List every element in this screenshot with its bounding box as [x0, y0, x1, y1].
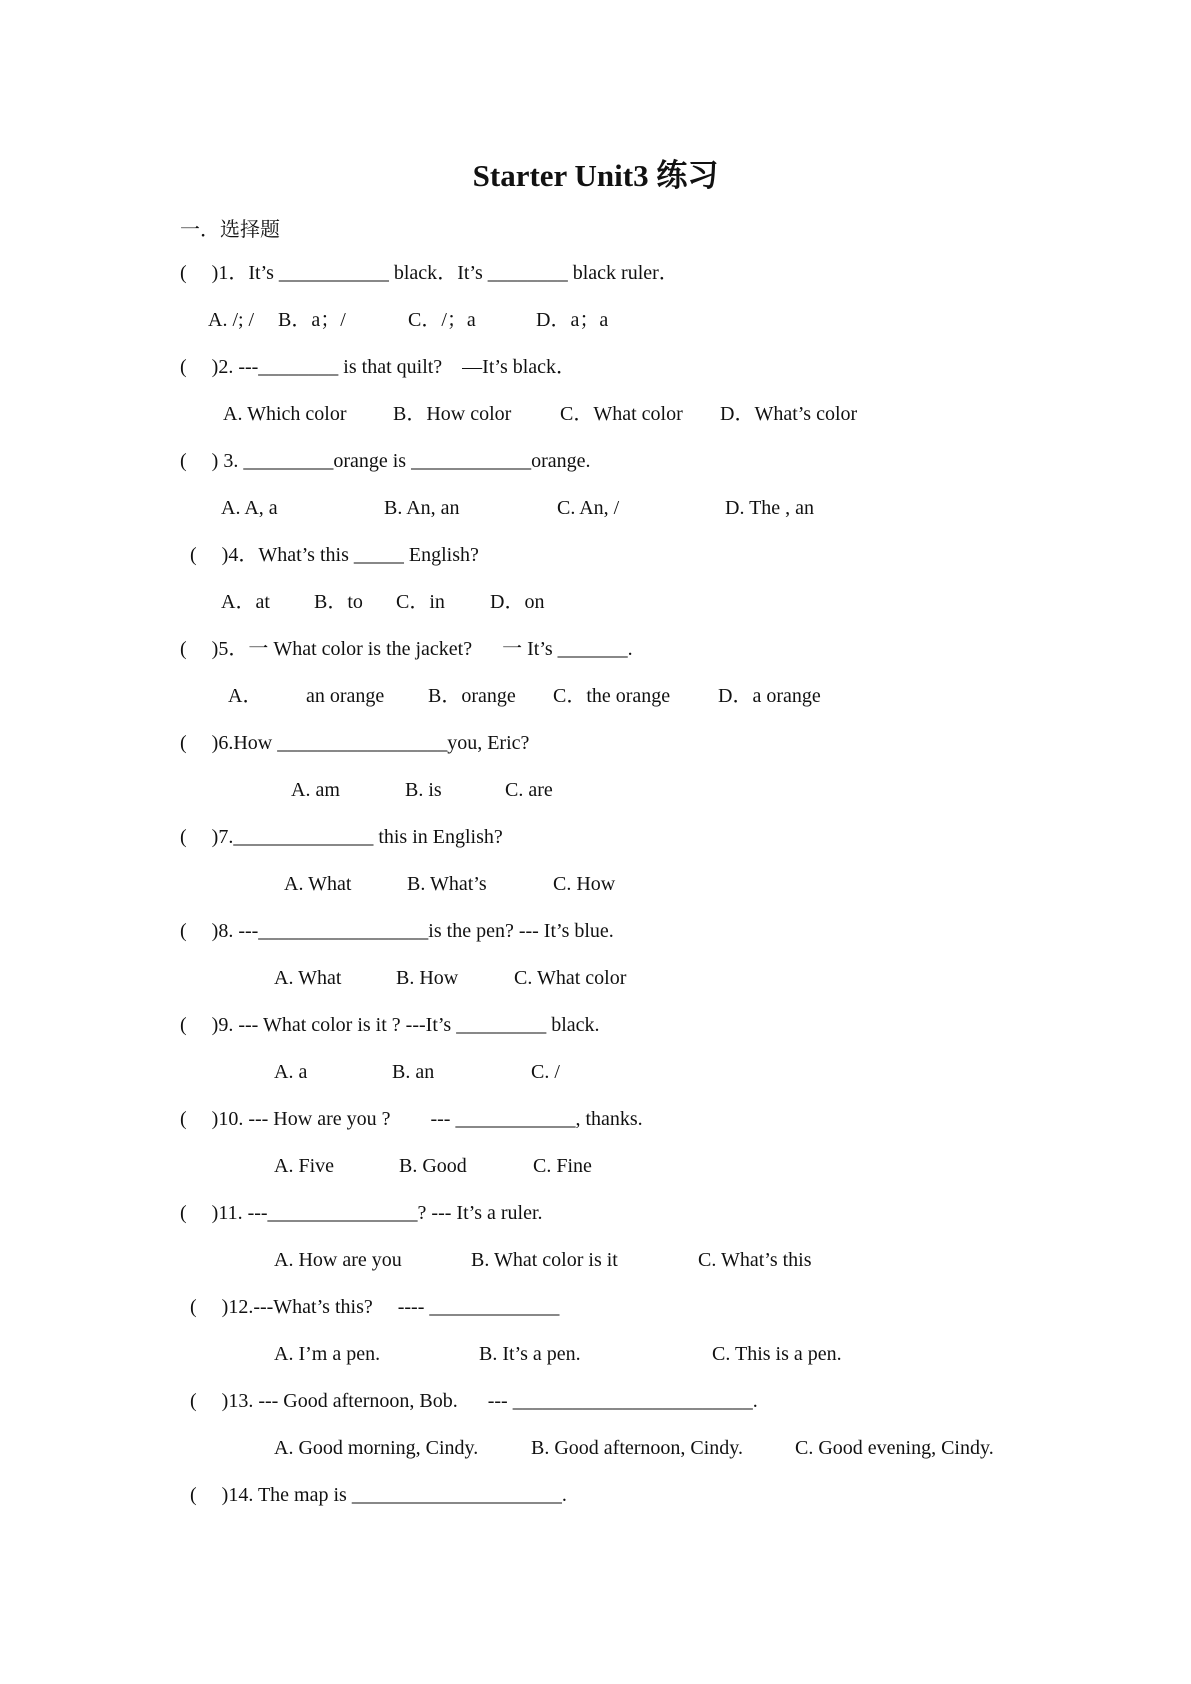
- q9-option-c: C. /: [531, 1061, 560, 1083]
- q2-option-c: C．What color: [560, 403, 683, 425]
- q5-option-a-text: an orange: [306, 685, 385, 707]
- q12-option-a: A. I’m a pen.: [274, 1343, 381, 1365]
- q10-option-c: C. Fine: [533, 1155, 592, 1177]
- q4-option-c: C．in: [396, 591, 445, 613]
- q4-option-b: B．to: [314, 591, 363, 613]
- q10-option-a: A. Five: [274, 1155, 334, 1177]
- question-8: ( )8. ---_________________is the pen? --- It’s blue.: [180, 920, 614, 942]
- question-14: ( )14. The map is _____________________.: [190, 1484, 567, 1506]
- question-1: ( )1．It’s ___________ black．It’s ________ black ruler．: [180, 262, 679, 284]
- question-3: ( ) 3. _________orange is ____________orange.: [180, 450, 591, 472]
- question-5: ( )5．一 What color is the jacket? 一 It’s _______.: [180, 638, 633, 660]
- section-heading: 一．选择题: [180, 219, 280, 241]
- question-9: ( )9. --- What color is it ? ---It’s _________ black.: [180, 1014, 600, 1036]
- q13-option-b: B. Good afternoon, Cindy.: [531, 1437, 744, 1459]
- q12-option-b: B. It’s a pen.: [479, 1343, 581, 1365]
- q12-option-c: C. This is a pen.: [712, 1343, 842, 1365]
- q8-option-c: C. What color: [514, 967, 627, 989]
- q8-option-a: A. What: [274, 967, 342, 989]
- page-title: Starter Unit3 练习: [472, 158, 719, 193]
- q1-option-d: D．a；a: [536, 309, 609, 331]
- q5-option-a: A．: [228, 685, 263, 707]
- q7-option-c: C. How: [553, 873, 616, 895]
- question-11: ( )11. ---_______________? --- It’s a ruler.: [180, 1202, 543, 1224]
- q3-option-b: B. An, an: [384, 497, 460, 519]
- question-7: ( )7.______________ this in English?: [180, 826, 503, 848]
- q1-option-b: B．a；/: [278, 309, 346, 331]
- q9-option-a: A. a: [274, 1061, 308, 1083]
- q5-option-c: C．the orange: [553, 685, 671, 707]
- q11-option-b: B. What color is it: [471, 1249, 618, 1271]
- q6-option-c: C. are: [505, 779, 553, 801]
- q6-option-b: B. is: [405, 779, 442, 801]
- q10-option-b: B. Good: [399, 1155, 467, 1177]
- question-12: ( )12.---What’s this? ---- _____________: [190, 1296, 560, 1318]
- q11-option-a: A. How are you: [274, 1249, 402, 1271]
- q7-option-b: B. What’s: [407, 873, 487, 895]
- question-13: ( )13. --- Good afternoon, Bob. --- ________________________.: [190, 1390, 758, 1412]
- q3-option-c: C. An, /: [557, 497, 620, 519]
- q9-option-b: B. an: [392, 1061, 435, 1083]
- q8-option-b: B. How: [396, 967, 459, 989]
- q5-option-b: B．orange: [428, 685, 516, 707]
- q6-option-a: A. am: [291, 779, 340, 801]
- q11-option-c: C. What’s this: [698, 1249, 812, 1271]
- q13-option-a: A. Good morning, Cindy.: [274, 1437, 479, 1459]
- question-10: ( )10. --- How are you ? --- ____________, thanks.: [180, 1108, 643, 1130]
- q2-option-b: B．How color: [393, 403, 512, 425]
- q2-option-a: A. Which color: [223, 403, 347, 425]
- q1-option-c: C．/；a: [408, 309, 476, 331]
- question-2: ( )2. ---________ is that quilt? —It’s black．: [180, 356, 577, 378]
- question-6: ( )6.How _________________you, Eric?: [180, 732, 530, 754]
- q2-option-d: D．What’s color: [720, 403, 858, 425]
- q4-option-d: D．on: [490, 591, 545, 613]
- q5-option-d: D．a orange: [718, 685, 821, 707]
- q1-option-a: A. /; /: [208, 309, 255, 331]
- q3-option-a: A. A, a: [221, 497, 278, 519]
- q4-option-a: A．at: [221, 591, 270, 613]
- q7-option-a: A. What: [284, 873, 352, 895]
- q13-option-c: C. Good evening, Cindy.: [795, 1437, 994, 1459]
- question-4: ( )4．What’s this _____ English?: [190, 544, 479, 566]
- q3-option-d: D. The , an: [725, 497, 815, 519]
